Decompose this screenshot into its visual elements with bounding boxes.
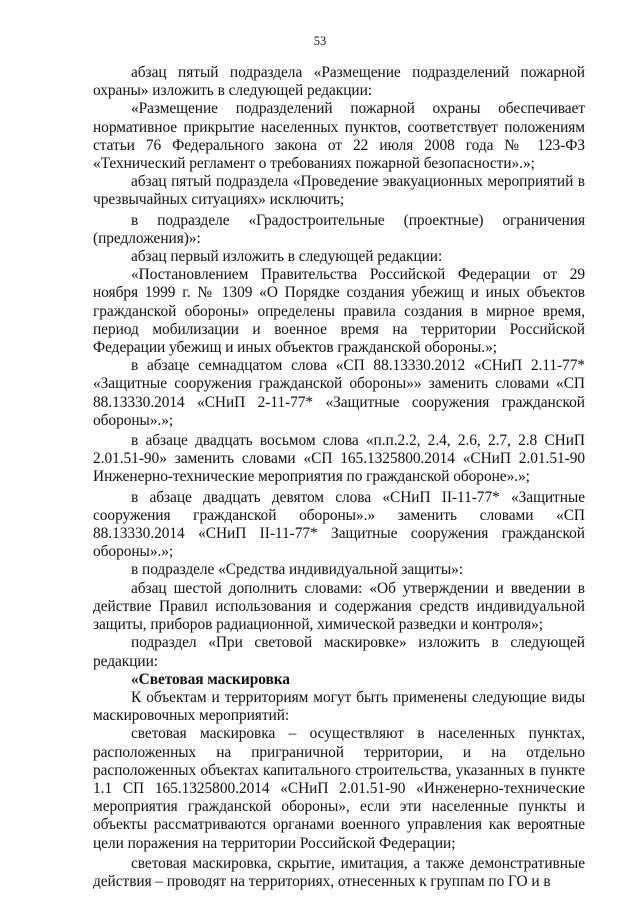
paragraph: абзац пятый подраздела «Размещение подразделений пожарной охраны» изложить в следующей редакции: <box>93 64 585 100</box>
paragraph: в абзаце семнадцатом слова «СП 88.13330.2012 «СНиП 2.11-77* «Защитные сооружения гражданской обороны»» заменить словами «СП 88.13330.2014 «СНиП 2-11-77* «Защитные сооружения гражданской обороны».»; <box>93 357 585 429</box>
paragraph: «Постановлением Правительства Российской Федерации от 29 ноября 1999 г. № 1309 «О Порядке создания убежищ и иных объектов гражданской обороны» определены правила создания в мирное время, период мобилизации и военное время на территории Российской Федерации убежищ и иных объектов гражданской обороны.»; <box>93 266 585 357</box>
paragraph: К объектам и территориям могут быть применены следующие виды маскировочных мероприятий: <box>93 688 585 725</box>
paragraph: в абзаце двадцать восьмом слова «п.п.2.2, 2.4, 2.6, 2.7, 2.8 СНиП 2.01.51-90» заменить словами «СП 165.1325800.2014 «СНиП 2.01.51-90 Инженерно-технические мероприятия по гражданской обороне».»; <box>93 432 585 486</box>
paragraph: «Размещение подразделений пожарной охраны обеспечивает нормативное прикрытие населенных пунктов, соответствует положениям статьи 76 Федерального закона от 22 июля 2008 года № 123-ФЗ «Технический регламент о требованиях пожарной безопасности».»; <box>93 100 585 173</box>
paragraph: в абзаце двадцать девятом слова «СНиП II-11-77* «Защитные сооружения гражданской обороны».» заменить словами «СП 88.13330.2014 «СНиП II-11-77* Защитные сооружения гражданской обороны».»; <box>93 488 585 561</box>
paragraph: абзац пятый подраздела «Проведение эвакуационных мероприятий в чрезвычайных ситуациях» исключить; <box>93 173 585 209</box>
paragraph: в подразделе «Средства индивидуальной защиты»: <box>131 561 463 579</box>
page-number: 53 <box>313 34 327 48</box>
document-body <box>93 64 585 891</box>
paragraph: абзац шестой дополнить словами: «Об утверждении и введении в действие Правил использования и содержания средств индивидуальной защиты, приборов радиационной, химической разведки и контроля»; <box>93 579 585 634</box>
section-heading: «Световая маскировка <box>131 670 290 688</box>
paragraph: абзац первый изложить в следующей редакции: <box>131 248 443 266</box>
paragraph: в подразделе «Градостроительные (проектные) ограничения (предложения)»: <box>93 211 585 247</box>
paragraph: подраздел «При световой маскировке» изложить в следующей редакции: <box>93 634 585 670</box>
paragraph: световая маскировка – осуществляют в населенных пунктах, расположенных на приграничной территории, и на отдельно расположенных объектах капитального строительства, указанных в пункте 1.1 СП 165.1325800.2014 «СНиП 2.01.51-90 «Инженерно-технические мероприятия гражданской обороны», если эти населенные пункты и объекты рассматриваются органами военного управления как вероятные цели поражения на территории Российской Федерации; <box>93 725 585 852</box>
paragraph: световая маскировка, скрытие, имитация, а также демонстративные действия – проводят на территориях, отнесенных к группам по ГО и в <box>93 854 585 890</box>
